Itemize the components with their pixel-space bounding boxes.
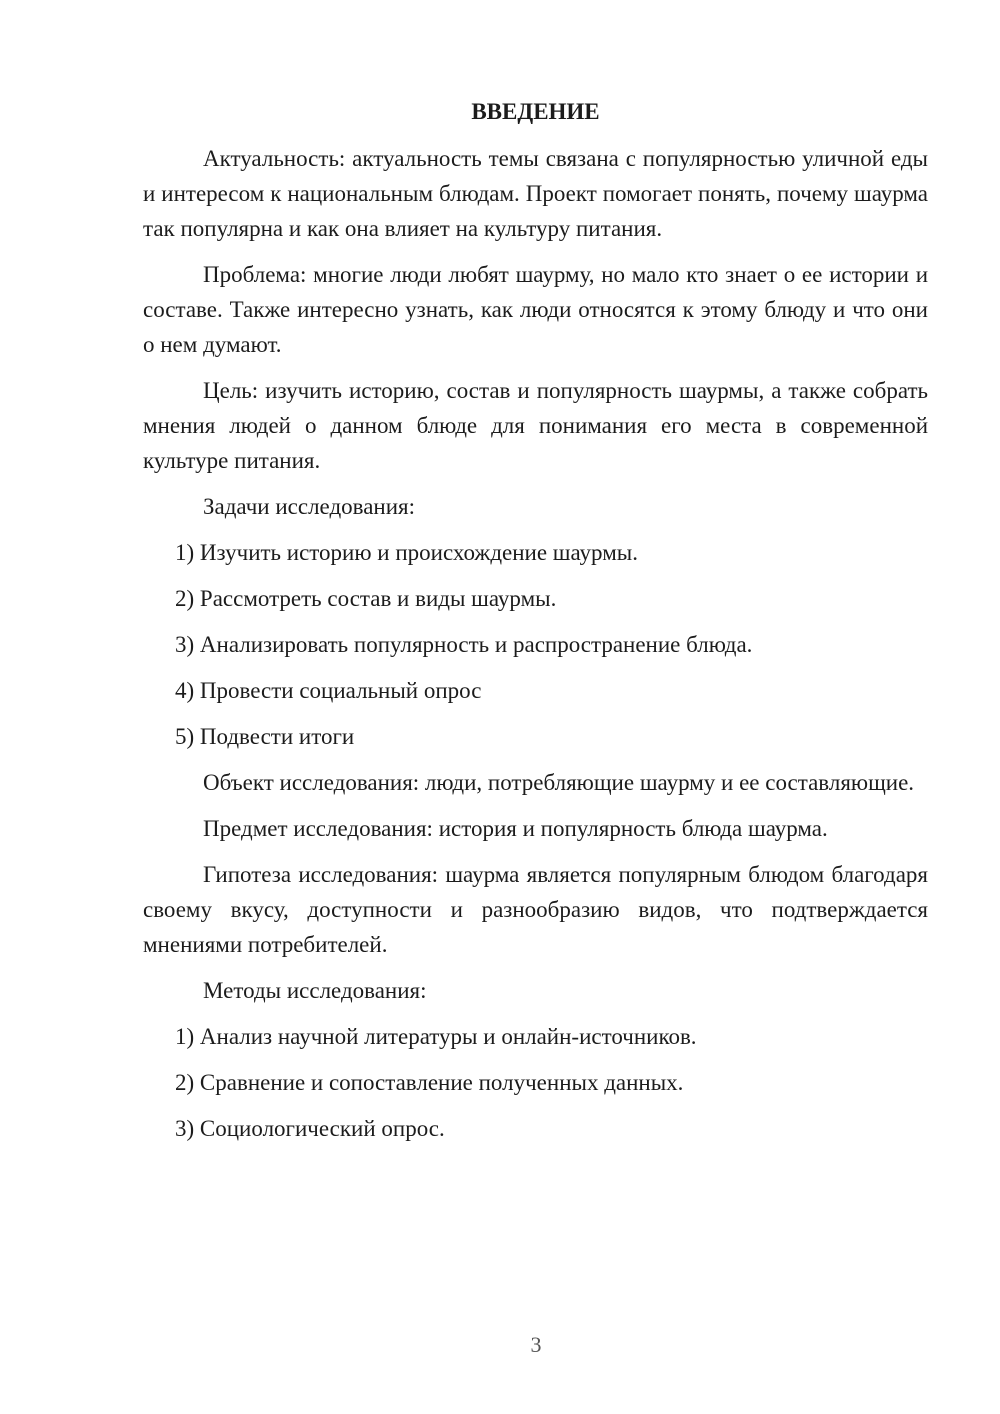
subject-paragraph: Предмет исследования: история и популярность блюда шаурма.	[203, 816, 828, 841]
object-paragraph: Объект исследования: люди, потребляющие шаурму и ее составляющие.	[203, 770, 915, 795]
tasks-list	[143, 535, 928, 754]
methods-title: Методы исследования:	[203, 978, 427, 1003]
goal-paragraph: Цель: изучить историю, состав и популярность шаурмы, а также собрать мнения людей о данном блюде для понимания его места в современной культуре питания.	[143, 378, 928, 473]
list-item: 3) Социологический опрос.	[175, 1116, 445, 1141]
page-number: 3	[530, 1332, 542, 1357]
list-item: 2) Рассмотреть состав и виды шаурмы.	[175, 586, 557, 611]
hypothesis-paragraph: Гипотеза исследования: шаурма является популярным блюдом благодаря своему вкусу, доступности и разнообразию видов, что подтверждается мнениями потребителей.	[143, 862, 928, 957]
list-item: 1) Изучить историю и происхождение шаурмы.	[175, 540, 638, 565]
problem-paragraph: Проблема: многие люди любят шаурму, но мало кто знает о ее истории и составе. Также интересно узнать, как люди относятся к этому блюду и что они о нем думают.	[143, 262, 928, 357]
list-item: 4) Провести социальный опрос	[175, 678, 482, 703]
tasks-title: Задачи исследования:	[203, 494, 416, 519]
page-content	[143, 94, 928, 1157]
methods-list	[143, 1019, 928, 1146]
list-item: 5) Подвести итоги	[175, 724, 355, 749]
list-item: 2) Сравнение и сопоставление полученных данных.	[175, 1070, 684, 1095]
list-item: 3) Анализировать популярность и распространение блюда.	[175, 632, 753, 657]
list-item: 1) Анализ научной литературы и онлайн-источников.	[175, 1024, 697, 1049]
section-heading: ВВЕДЕНИЕ	[471, 99, 600, 124]
relevance-paragraph: Актуальность: актуальность темы связана с популярностью уличной еды и интересом к национальным блюдам. Проект помогает понять, почему шаурма так популярна и как она влияет на культуру питания.	[143, 146, 928, 241]
